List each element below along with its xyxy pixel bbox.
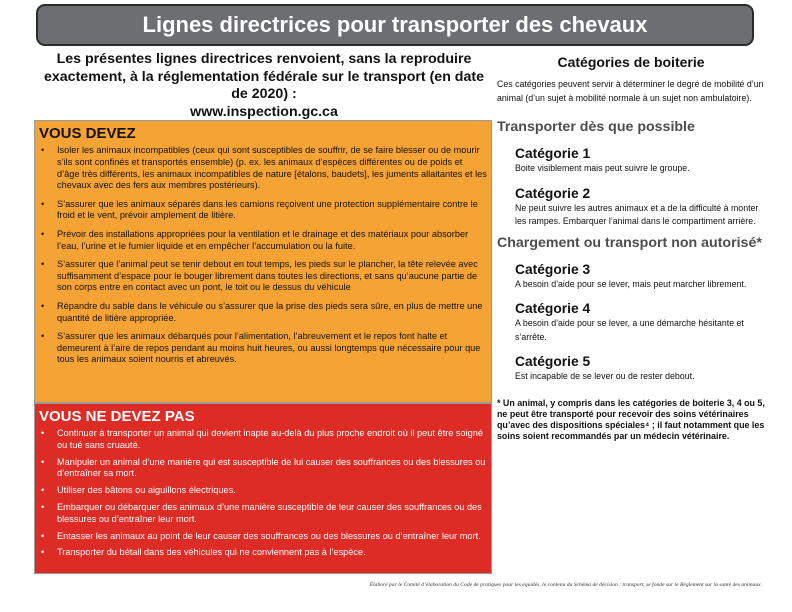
bullet-icon: •	[41, 456, 45, 467]
bullet-icon: •	[41, 198, 45, 209]
list-item	[39, 331, 487, 366]
list-item	[39, 301, 487, 325]
must-heading: VOUS DEVEZ	[39, 125, 136, 142]
must-item-text: Isoler les animaux incompatibles (ceux qui sont susceptibles de souffrir, de se faire blesser ou de mourir s’ils sont confinés et transportés ensemble) (p. ex. les animaux d’espèces différentes ou de poids et d’âge très différents, les animaux incompatibles de nature [étalons, baudets], les juments allaitantes et les chevaux avec des fers aux membres postérieurs).	[57, 145, 487, 191]
bullet-icon: •	[41, 530, 45, 541]
list-item	[39, 457, 487, 481]
must-panel	[34, 120, 492, 403]
group-title-transport-asap: Transporter dès que possible	[497, 119, 695, 135]
list-item	[39, 531, 487, 543]
must-item-text: S’assurer que les animaux séparés dans les camions reçoivent une protection supplémentaire contre le froid et le vent, prévoir amplement de litière.	[57, 198, 478, 221]
list-item	[39, 502, 487, 526]
list-item	[39, 485, 487, 497]
must-item-text: Prévoir des installations appropriées pour la ventilation et le drainage et des matériaux pour absorber l’eau, l’urine et le fumier liquide et en empêcher l’accumulation ou la fuite.	[57, 228, 469, 251]
category-desc: Est incapable de se lever ou de rester debout.	[515, 371, 695, 381]
categories-intro: Ces catégories peuvent servir à déterminer le degré de mobilité d’un animal (d’un sujet à mobilité normale à un sujet non ambulatoire).	[497, 79, 764, 103]
group-title-not-authorized: Chargement ou transport non autorisé*	[497, 234, 762, 251]
bullet-icon: •	[41, 300, 45, 311]
category-4	[497, 301, 765, 344]
list-item	[39, 229, 487, 253]
lameness-categories	[497, 54, 765, 442]
must-not-panel	[34, 403, 492, 574]
list-item	[39, 259, 487, 294]
must-not-list	[35, 428, 491, 559]
credit-line: Élaboré par le Comité d’élaboration du Code de pratiques pour les équidés, le contenu du Schéma de décision : transport, se fonde sur le Règlement sur la santé des animaux.	[369, 582, 762, 588]
list-item	[39, 145, 487, 192]
bullet-icon: •	[41, 330, 45, 341]
list-item	[39, 547, 487, 559]
category-2	[497, 186, 765, 229]
bullet-icon: •	[41, 228, 45, 239]
bullet-icon: •	[41, 501, 45, 512]
must-list	[35, 145, 491, 366]
intro-text: Les présentes lignes directrices renvoient, sans la reproduire exactement, à la réglementation fédérale sur le transport (en date de 2020) :	[44, 51, 484, 102]
category-desc: Boite visiblement mais peut suivre le groupe.	[515, 163, 690, 173]
must-not-item-text: Entasser les animaux au point de leur causer des souffrances ou des blessures ou d’entraîner leur mort.	[57, 530, 481, 541]
bullet-icon: •	[41, 485, 45, 496]
intro-block	[40, 51, 488, 121]
category-name: Catégorie 4	[515, 301, 591, 316]
footnote: * Un animal, y compris dans les catégories de boiterie 3, 4 ou 5, ne peut être transporté pour recevoir des soins vétérinaires qu’avec des dispositions spéciales⁴ ; il faut notamment que les soins soient recommandés par un médecin vétérinaire.	[497, 397, 765, 441]
must-item-text: S’assurer que les animaux débarqués pour l’alimentation, l’abreuvement et le repos font halte et demeurent à l’aire de repos pendant au moins huit heures, ou aussi longtemps que nécessaire pour que tous les animaux soient nourris et abreuvés.	[57, 330, 481, 365]
category-desc: A besoin d’aide pour se lever, mais peut marcher librement.	[515, 278, 747, 289]
list-item	[39, 199, 487, 223]
list-item	[39, 428, 487, 452]
category-name: Catégorie 5	[515, 354, 591, 369]
bullet-icon: •	[41, 145, 45, 155]
bullet-icon: •	[41, 547, 45, 558]
category-name: Catégorie 3	[515, 261, 591, 277]
category-desc: A besoin d’aide pour se lever, a une démarche hésitante et s’arrête.	[515, 318, 744, 342]
must-not-item-text: Embarquer ou débarquer des animaux d’une manière susceptible de leur causer des souffrances ou des blessures ou d’entraîner leur mort.	[57, 501, 482, 524]
category-3	[497, 262, 765, 292]
must-not-item-text: Utiliser des bâtons ou aiguillons électriques.	[57, 485, 236, 496]
must-not-item-text: Manipuler un animal d’une manière qui est susceptible de lui causer des souffrances ou des blessures ou d’entraîner sa mort.	[57, 456, 486, 479]
categories-heading: Catégories de boiterie	[557, 54, 705, 70]
category-1	[497, 146, 765, 176]
category-name: Catégorie 1	[515, 146, 591, 161]
bullet-icon: •	[41, 258, 45, 269]
must-not-item-text: Transporter du bétail dans des véhicules qui ne conviennent pas à l’espèce.	[57, 547, 366, 558]
page-title: Lignes directrices pour transporter des chevaux	[36, 4, 754, 46]
bullet-icon: •	[41, 428, 45, 438]
intro-url: www.inspection.gc.ca	[190, 103, 338, 120]
category-name: Catégorie 2	[515, 185, 591, 201]
must-not-heading: VOUS NE DEVEZ PAS	[39, 408, 195, 425]
must-item-text: Répandre du sable dans le véhicule ou s’assurer que la prise des pieds sera sûre, en plus de mettre une quantité de litière appropriée.	[57, 300, 483, 323]
category-desc: Ne peut suivre les autres animaux et a de la difficulté à monter les rampes. Embarquer l’animal dans le compartiment arrière.	[515, 202, 759, 226]
category-5	[497, 354, 765, 384]
must-not-item-text: Continuer à transporter un animal qui devient inapte au-delà du plus proche endroit où il peut être soigné ou tué sans cruauté.	[57, 428, 483, 450]
must-item-text: S’assurer que l’animal peut se tenir debout en tout temps, les pieds sur le plancher, la tête relevée avec suffisamment d’espace pour le bouger librement dans toutes les directions, et sans qu’aucune partie de son corps entre en contact avec un pont, le toit ou le dessus du véhicule	[57, 258, 478, 293]
